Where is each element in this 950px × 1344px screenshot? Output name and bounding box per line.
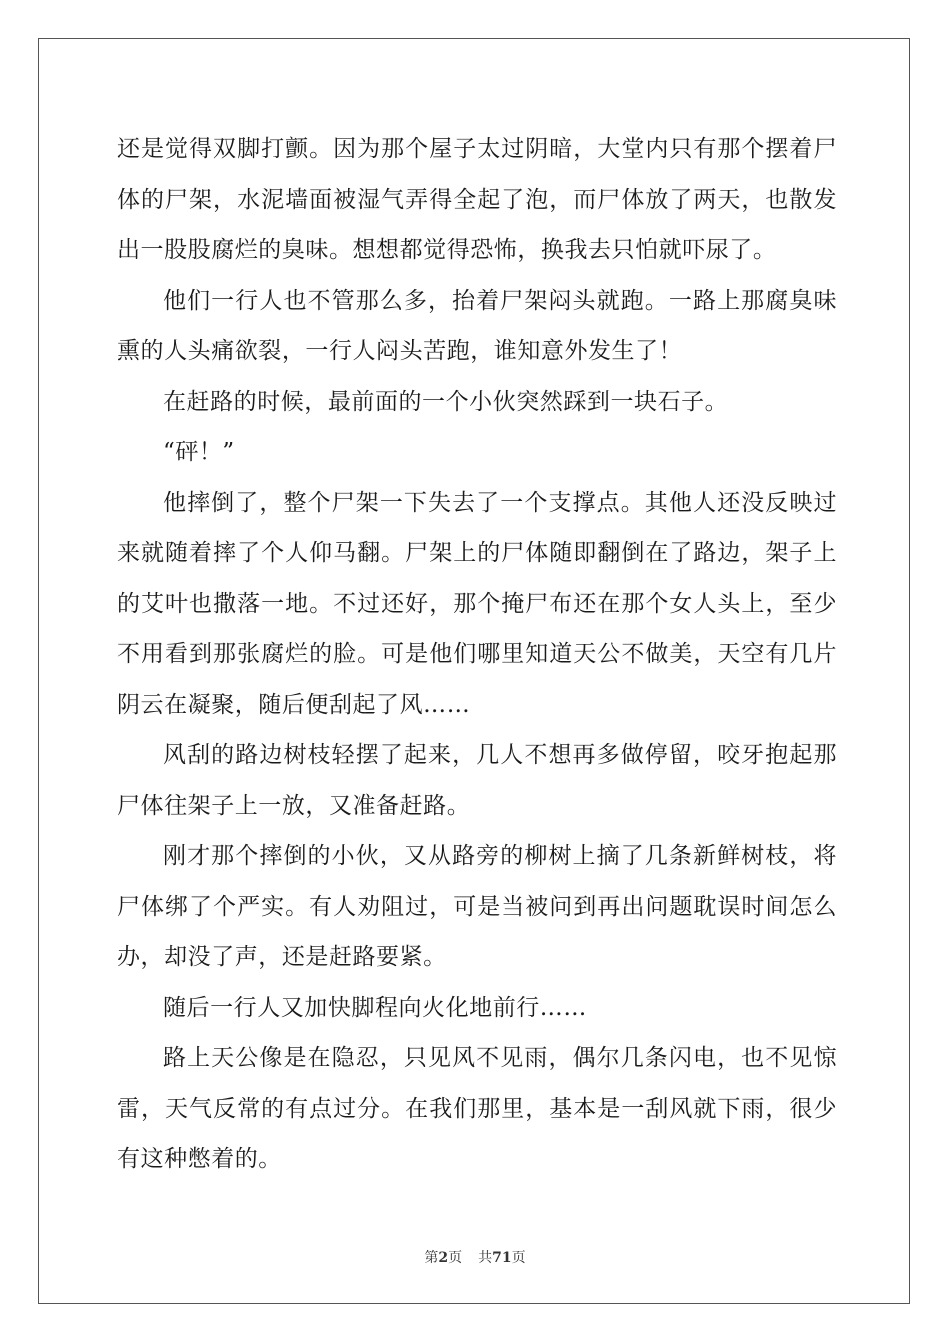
paragraph: 随后一行人又加快脚程向火化地前行…… bbox=[163, 994, 587, 1021]
paragraph: 刚才那个摔倒的小伙，又从路旁的柳树上摘了几条新鲜树枝，将尸体绑了个严实。有人劝阻过，可是当被问到再出问题耽误时间怎么办，却没了声，还是赶路要紧。 bbox=[117, 843, 837, 970]
page-prefix: 第 bbox=[424, 1250, 439, 1266]
page-number: 2 bbox=[438, 1250, 449, 1266]
paragraph: 他们一行人也不管那么多，抬着尸架闷头就跑。一路上那腐臭味熏的人头痛欲裂，一行人闷头苦跑，谁知意外发生了！ bbox=[117, 287, 837, 364]
page-suffix: 页 bbox=[448, 1250, 463, 1266]
paragraph: 在赶路的时候，最前面的一个小伙突然踩到一块石子。 bbox=[163, 388, 729, 415]
paragraph: 路上天公像是在隐忍，只见风不见雨，偶尔几条闪电，也不见惊雷，天气反常的有点过分。在我们那里，基本是一刮风就下雨，很少有这种憋着的。 bbox=[117, 1045, 837, 1172]
total-prefix: 共 bbox=[478, 1250, 493, 1266]
paragraph: “砰！” bbox=[163, 439, 235, 465]
total-suffix: 页 bbox=[511, 1250, 526, 1266]
paragraph: 他摔倒了，整个尸架一下失去了一个支撑点。其他人还没反映过来就随着摔了个人仰马翻。尸架上的尸体随即翻倒在了路边，架子上的艾叶也撒落一地。不过还好，那个掩尸布还在那个女人头上，至少不用看到那张腐烂的脸。可是他们哪里知道天公不做美，天空有几片阴云在凝聚，随后便刮起了风…… bbox=[117, 489, 837, 718]
paragraph: 风刮的路边树枝轻摆了起来，几人不想再多做停留，咬牙抱起那尸体往架子上一放，又准备赶路。 bbox=[117, 742, 837, 819]
paragraph: 还是觉得双脚打颤。因为那个屋子太过阴暗，大堂内只有那个摆着尸体的尸架，水泥墙面被湿气弄得全起了泡，而尸体放了两天，也散发出一股股腐烂的臭味。想想都觉得恐怖，换我去只怕就吓尿了。 bbox=[117, 136, 837, 263]
total-pages: 71 bbox=[492, 1250, 512, 1266]
document-body bbox=[117, 124, 837, 1185]
page-footer bbox=[0, 1247, 950, 1267]
